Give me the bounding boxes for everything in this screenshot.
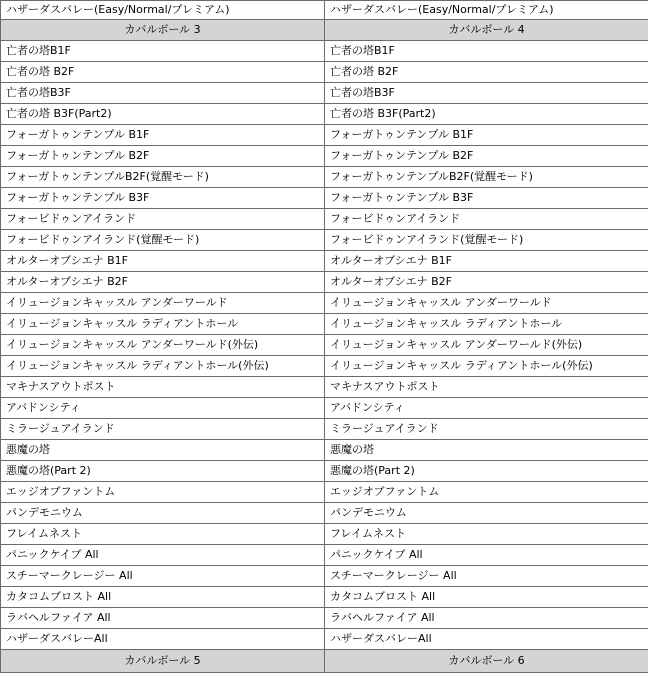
- table-cell-left: アバドンシティ: [1, 398, 325, 419]
- table-cell-right: フォーガトゥンテンプル B1F: [325, 125, 648, 146]
- table-cell-right: ラバヘルファイア All: [325, 608, 648, 629]
- table-row: [1, 482, 648, 503]
- table-row: [1, 146, 648, 167]
- table-row: [1, 167, 648, 188]
- table-row: [1, 524, 648, 545]
- group-header-cell: カバルボール 4: [325, 20, 648, 41]
- table-row: [1, 503, 648, 524]
- group-header-cell: カバルボール 5: [1, 650, 325, 673]
- table-row: [1, 293, 648, 314]
- table-cell-left: 悪魔の塔(Part 2): [1, 461, 325, 482]
- table-row: [1, 41, 648, 62]
- table-cell-right: 悪魔の塔(Part 2): [325, 461, 648, 482]
- table-row: [1, 335, 648, 356]
- table-row: [1, 461, 648, 482]
- group-header-row: [1, 650, 648, 673]
- table-cell-left: フォービドゥンアイランド(覚醒モード): [1, 230, 325, 251]
- dungeon-table-body: [1, 1, 648, 673]
- table-cell-left: マキナスアウトポスト: [1, 377, 325, 398]
- table-cell-left: イリュージョンキャッスル アンダーワールド: [1, 293, 325, 314]
- table-cell-right: アバドンシティ: [325, 398, 648, 419]
- table-cell-right: フレイムネスト: [325, 524, 648, 545]
- table-cell-left: パンデモニウム: [1, 503, 325, 524]
- table-cell-left: フォーガトゥンテンプル B2F: [1, 146, 325, 167]
- table-cell-left: ミラージュアイランド: [1, 419, 325, 440]
- table-row: [1, 209, 648, 230]
- table-row: [1, 356, 648, 377]
- table-cell-left: スチーマークレージー All: [1, 566, 325, 587]
- table-cell-right: オルターオブシエナ B2F: [325, 272, 648, 293]
- table-cell-left: フォーガトゥンテンプル B1F: [1, 125, 325, 146]
- table-row: [1, 566, 648, 587]
- table-cell-left: フレイムネスト: [1, 524, 325, 545]
- table-cell-left: 亡者の塔B1F: [1, 41, 325, 62]
- table-cell-left: パニックケイブ All: [1, 545, 325, 566]
- table-row: [1, 188, 648, 209]
- table-row: [1, 1, 648, 20]
- table-row: [1, 104, 648, 125]
- table-cell-left: イリュージョンキャッスル アンダーワールド(外伝): [1, 335, 325, 356]
- table-cell-left: ハザーダスバレー(Easy/Normal/プレミアム): [1, 1, 325, 20]
- table-row: [1, 251, 648, 272]
- table-row: [1, 230, 648, 251]
- table-cell-left: イリュージョンキャッスル ラディアントホール: [1, 314, 325, 335]
- table-cell-right: フォーガトゥンテンプル B3F: [325, 188, 648, 209]
- table-cell-right: イリュージョンキャッスル アンダーワールド: [325, 293, 648, 314]
- table-cell-right: パニックケイブ All: [325, 545, 648, 566]
- group-header-cell: カバルボール 6: [325, 650, 648, 673]
- table-cell-right: 亡者の塔 B2F: [325, 62, 648, 83]
- table-row: [1, 272, 648, 293]
- table-cell-left: エッジオブファントム: [1, 482, 325, 503]
- table-cell-right: フォービドゥンアイランド: [325, 209, 648, 230]
- table-cell-left: 亡者の塔 B3F(Part2): [1, 104, 325, 125]
- table-cell-right: ハザーダスバレーAll: [325, 629, 648, 650]
- table-cell-left: オルターオブシエナ B1F: [1, 251, 325, 272]
- table-cell-left: カタコムブロスト All: [1, 587, 325, 608]
- table-row: [1, 62, 648, 83]
- table-row: [1, 629, 648, 650]
- table-cell-left: フォーガトゥンテンプルB2F(覚醒モード): [1, 167, 325, 188]
- table-row: [1, 314, 648, 335]
- table-cell-right: 亡者の塔B1F: [325, 41, 648, 62]
- table-cell-right: スチーマークレージー All: [325, 566, 648, 587]
- table-cell-right: イリュージョンキャッスル アンダーワールド(外伝): [325, 335, 648, 356]
- table-row: [1, 440, 648, 461]
- table-cell-right: ハザーダスバレー(Easy/Normal/プレミアム): [325, 1, 648, 20]
- table-row: [1, 125, 648, 146]
- table-cell-right: イリュージョンキャッスル ラディアントホール(外伝): [325, 356, 648, 377]
- table-cell-left: 亡者の塔 B2F: [1, 62, 325, 83]
- table-cell-right: 亡者の塔B3F: [325, 83, 648, 104]
- table-row: [1, 587, 648, 608]
- table-cell-left: フォーガトゥンテンプル B3F: [1, 188, 325, 209]
- table-cell-right: オルターオブシエナ B1F: [325, 251, 648, 272]
- table-cell-left: フォービドゥンアイランド: [1, 209, 325, 230]
- table-cell-left: 亡者の塔B3F: [1, 83, 325, 104]
- table-cell-left: オルターオブシエナ B2F: [1, 272, 325, 293]
- table-cell-right: カタコムブロスト All: [325, 587, 648, 608]
- table-cell-left: イリュージョンキャッスル ラディアントホール(外伝): [1, 356, 325, 377]
- table-cell-left: 悪魔の塔: [1, 440, 325, 461]
- group-header-cell: カバルボール 3: [1, 20, 325, 41]
- table-cell-right: 悪魔の塔: [325, 440, 648, 461]
- table-cell-right: フォーガトゥンテンプルB2F(覚醒モード): [325, 167, 648, 188]
- table-cell-right: マキナスアウトポスト: [325, 377, 648, 398]
- table-cell-right: ミラージュアイランド: [325, 419, 648, 440]
- table-row: [1, 377, 648, 398]
- table-row: [1, 398, 648, 419]
- table-row: [1, 545, 648, 566]
- table-cell-right: イリュージョンキャッスル ラディアントホール: [325, 314, 648, 335]
- table-cell-right: フォーガトゥンテンプル B2F: [325, 146, 648, 167]
- group-header-row: [1, 20, 648, 41]
- table-row: [1, 419, 648, 440]
- table-cell-right: パンデモニウム: [325, 503, 648, 524]
- table-cell-left: ラバヘルファイア All: [1, 608, 325, 629]
- table-cell-left: ハザーダスバレーAll: [1, 629, 325, 650]
- table-row: [1, 83, 648, 104]
- table-row: [1, 608, 648, 629]
- table-cell-right: フォービドゥンアイランド(覚醒モード): [325, 230, 648, 251]
- table-cell-right: 亡者の塔 B3F(Part2): [325, 104, 648, 125]
- table-cell-right: エッジオブファントム: [325, 482, 648, 503]
